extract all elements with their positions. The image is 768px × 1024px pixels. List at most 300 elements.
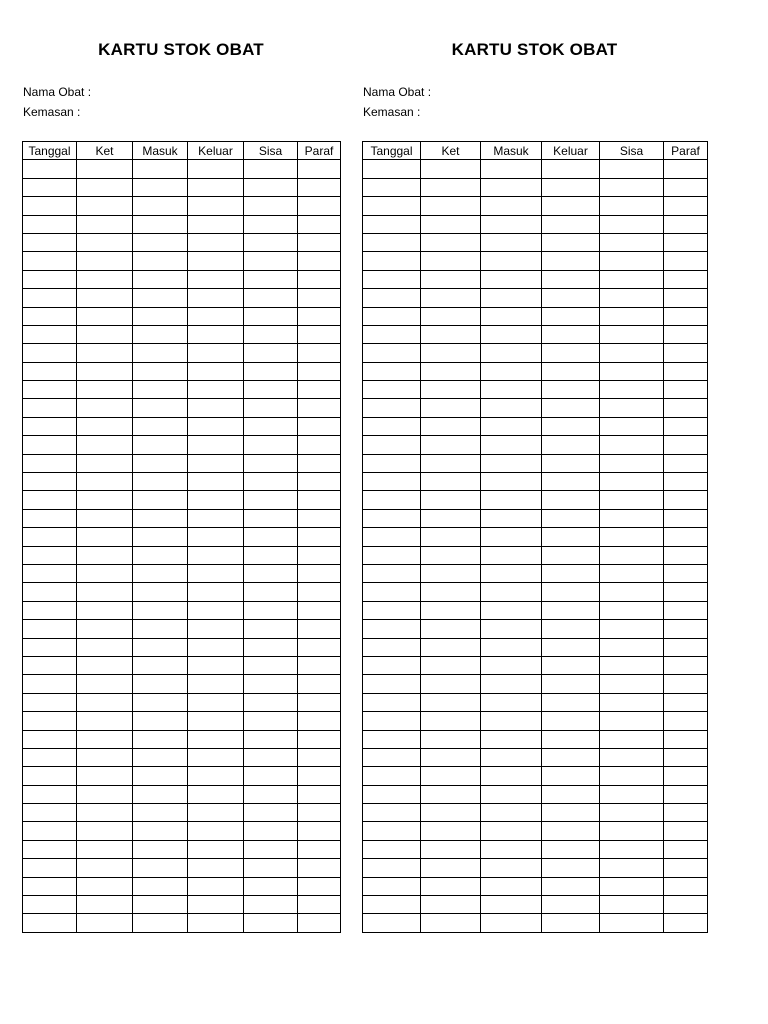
table-row — [23, 344, 341, 362]
column-header-ket: Ket — [421, 142, 481, 160]
table-cell — [600, 730, 664, 748]
table-cell — [542, 233, 600, 251]
table-cell — [188, 859, 244, 877]
table-cell — [77, 859, 133, 877]
table-cell — [244, 160, 298, 178]
table-cell — [481, 417, 542, 435]
table-row — [363, 675, 708, 693]
table-cell — [481, 730, 542, 748]
table-cell — [23, 730, 77, 748]
table-cell — [77, 325, 133, 343]
table-cell — [542, 840, 600, 858]
table-row — [23, 914, 341, 932]
table-cell — [363, 344, 421, 362]
table-cell — [244, 730, 298, 748]
table-cell — [188, 417, 244, 435]
table-cell — [133, 877, 188, 895]
table-cell — [481, 638, 542, 656]
table-cell — [600, 656, 664, 674]
table-cell — [600, 877, 664, 895]
table-cell — [188, 252, 244, 270]
table-cell — [188, 877, 244, 895]
table-cell — [133, 693, 188, 711]
table-cell — [363, 417, 421, 435]
column-header-keluar: Keluar — [188, 142, 244, 160]
table-cell — [481, 564, 542, 582]
table-cell — [133, 454, 188, 472]
table-row — [363, 896, 708, 914]
table-cell — [77, 601, 133, 619]
table-cell — [481, 362, 542, 380]
table-cell — [600, 785, 664, 803]
table-cell — [421, 197, 481, 215]
table-cell — [664, 859, 708, 877]
table-cell — [298, 399, 341, 417]
table-cell — [298, 638, 341, 656]
table-cell — [244, 381, 298, 399]
table-cell — [298, 528, 341, 546]
table-row — [23, 601, 341, 619]
table-cell — [542, 344, 600, 362]
table-cell — [133, 896, 188, 914]
table-cell — [481, 877, 542, 895]
table-cell — [23, 289, 77, 307]
table-cell — [664, 528, 708, 546]
table-cell — [363, 767, 421, 785]
table-row — [23, 289, 341, 307]
table-cell — [133, 638, 188, 656]
table-cell — [77, 215, 133, 233]
table-cell — [421, 730, 481, 748]
table-cell — [298, 289, 341, 307]
table-cell — [244, 620, 298, 638]
table-cell — [23, 270, 77, 288]
table-cell — [542, 730, 600, 748]
table-cell — [481, 528, 542, 546]
table-cell — [298, 252, 341, 270]
table-cell — [481, 767, 542, 785]
table-row — [363, 307, 708, 325]
table-cell — [542, 859, 600, 877]
table-row — [23, 675, 341, 693]
table-cell — [23, 436, 77, 454]
table-cell — [133, 399, 188, 417]
table-cell — [133, 362, 188, 380]
table-cell — [481, 656, 542, 674]
table-row — [23, 436, 341, 454]
table-cell — [244, 914, 298, 932]
table-row — [23, 528, 341, 546]
table-cell — [600, 473, 664, 491]
table-cell — [542, 693, 600, 711]
table-cell — [133, 546, 188, 564]
table-cell — [133, 417, 188, 435]
table-cell — [77, 546, 133, 564]
table-cell — [363, 914, 421, 932]
table-cell — [363, 583, 421, 601]
table-cell — [244, 785, 298, 803]
table-cell — [133, 178, 188, 196]
table-cell — [421, 289, 481, 307]
table-cell — [244, 344, 298, 362]
table-cell — [133, 564, 188, 582]
table-cell — [77, 197, 133, 215]
table-cell — [298, 178, 341, 196]
table-row — [23, 509, 341, 527]
table-cell — [133, 675, 188, 693]
table-row — [23, 325, 341, 343]
table-row — [363, 436, 708, 454]
table-cell — [421, 859, 481, 877]
table-cell — [77, 822, 133, 840]
table-cell — [421, 914, 481, 932]
table-cell — [298, 804, 341, 822]
table-row — [23, 840, 341, 858]
table-cell — [244, 178, 298, 196]
table-row — [363, 197, 708, 215]
table-cell — [77, 344, 133, 362]
nama-obat-label: Nama Obat : — [23, 85, 92, 99]
table-cell — [188, 325, 244, 343]
table-cell — [298, 307, 341, 325]
table-row — [23, 656, 341, 674]
table-cell — [421, 546, 481, 564]
table-row — [363, 270, 708, 288]
table-cell — [188, 381, 244, 399]
table-cell — [481, 197, 542, 215]
table-row — [23, 822, 341, 840]
table-cell — [664, 362, 708, 380]
table-cell — [664, 344, 708, 362]
table-cell — [133, 656, 188, 674]
table-cell — [23, 638, 77, 656]
table-cell — [421, 693, 481, 711]
table-row — [363, 859, 708, 877]
table-cell — [481, 436, 542, 454]
table-row — [23, 748, 341, 766]
table-cell — [188, 289, 244, 307]
table-cell — [298, 381, 341, 399]
table-cell — [542, 785, 600, 803]
table-cell — [542, 289, 600, 307]
table-row — [23, 804, 341, 822]
table-cell — [363, 197, 421, 215]
table-cell — [600, 381, 664, 399]
table-cell — [244, 307, 298, 325]
table-cell — [298, 564, 341, 582]
table-cell — [23, 160, 77, 178]
table-cell — [77, 362, 133, 380]
table-cell — [542, 252, 600, 270]
table-cell — [363, 730, 421, 748]
table-cell — [77, 804, 133, 822]
table-cell — [542, 546, 600, 564]
column-header-masuk: Masuk — [481, 142, 542, 160]
table-cell — [244, 748, 298, 766]
table-cell — [133, 822, 188, 840]
table-row — [363, 656, 708, 674]
table-cell — [133, 289, 188, 307]
table-cell — [542, 638, 600, 656]
table-cell — [298, 601, 341, 619]
table-cell — [363, 804, 421, 822]
table-cell — [244, 233, 298, 251]
table-cell — [23, 712, 77, 730]
table-cell — [298, 344, 341, 362]
table-cell — [664, 197, 708, 215]
table-cell — [363, 362, 421, 380]
table-cell — [298, 748, 341, 766]
table-cell — [77, 638, 133, 656]
table-cell — [421, 785, 481, 803]
table-cell — [244, 638, 298, 656]
table-cell — [23, 896, 77, 914]
table-cell — [363, 454, 421, 472]
table-cell — [542, 656, 600, 674]
table-cell — [23, 491, 77, 509]
table-cell — [23, 215, 77, 233]
table-cell — [77, 564, 133, 582]
table-cell — [23, 840, 77, 858]
table-cell — [664, 546, 708, 564]
table-row — [23, 767, 341, 785]
table-row — [363, 215, 708, 233]
table-cell — [363, 712, 421, 730]
table-cell — [363, 748, 421, 766]
table-row — [363, 160, 708, 178]
table-cell — [542, 583, 600, 601]
table-row — [23, 399, 341, 417]
table-cell — [421, 362, 481, 380]
column-header-sisa: Sisa — [600, 142, 664, 160]
table-cell — [244, 215, 298, 233]
table-cell — [244, 804, 298, 822]
table-cell — [664, 638, 708, 656]
table-cell — [23, 546, 77, 564]
table-cell — [188, 712, 244, 730]
table-cell — [133, 160, 188, 178]
table-cell — [363, 491, 421, 509]
table-cell — [133, 381, 188, 399]
table-cell — [542, 675, 600, 693]
table-cell — [23, 601, 77, 619]
table-cell — [77, 877, 133, 895]
table-row — [363, 454, 708, 472]
table-cell — [421, 877, 481, 895]
table-cell — [664, 252, 708, 270]
stock-table — [362, 141, 708, 933]
table-cell — [664, 473, 708, 491]
table-cell — [542, 804, 600, 822]
table-cell — [600, 417, 664, 435]
table-cell — [77, 528, 133, 546]
table-cell — [600, 564, 664, 582]
table-cell — [133, 601, 188, 619]
table-cell — [363, 528, 421, 546]
table-cell — [244, 252, 298, 270]
table-row — [363, 233, 708, 251]
table-cell — [421, 822, 481, 840]
table-cell — [600, 712, 664, 730]
table-cell — [188, 436, 244, 454]
column-header-paraf: Paraf — [664, 142, 708, 160]
table-cell — [421, 748, 481, 766]
table-cell — [363, 325, 421, 343]
table-cell — [23, 822, 77, 840]
table-cell — [133, 620, 188, 638]
column-header-masuk: Masuk — [133, 142, 188, 160]
table-cell — [600, 675, 664, 693]
table-cell — [363, 399, 421, 417]
table-cell — [298, 233, 341, 251]
table-cell — [481, 160, 542, 178]
table-cell — [298, 325, 341, 343]
table-row — [363, 767, 708, 785]
table-cell — [133, 509, 188, 527]
table-cell — [481, 381, 542, 399]
table-cell — [664, 840, 708, 858]
table-cell — [481, 693, 542, 711]
table-row — [23, 564, 341, 582]
table-cell — [481, 785, 542, 803]
table-cell — [23, 785, 77, 803]
table-row — [23, 785, 341, 803]
table-cell — [664, 215, 708, 233]
table-cell — [421, 454, 481, 472]
table-cell — [77, 399, 133, 417]
table-cell — [600, 896, 664, 914]
table-cell — [244, 454, 298, 472]
table-cell — [481, 601, 542, 619]
table-cell — [421, 528, 481, 546]
table-cell — [244, 822, 298, 840]
table-cell — [77, 620, 133, 638]
table-cell — [23, 252, 77, 270]
table-cell — [664, 381, 708, 399]
table-row — [363, 583, 708, 601]
table-cell — [481, 546, 542, 564]
table-cell — [421, 896, 481, 914]
table-row — [363, 381, 708, 399]
table-cell — [133, 491, 188, 509]
column-header-keluar: Keluar — [542, 142, 600, 160]
table-row — [23, 859, 341, 877]
table-cell — [421, 307, 481, 325]
table-cell — [23, 767, 77, 785]
table-cell — [188, 509, 244, 527]
table-cell — [664, 307, 708, 325]
table-cell — [664, 601, 708, 619]
table-cell — [23, 620, 77, 638]
table-cell — [298, 417, 341, 435]
table-cell — [363, 601, 421, 619]
table-cell — [77, 270, 133, 288]
table-cell — [23, 804, 77, 822]
table-cell — [77, 178, 133, 196]
table-cell — [188, 583, 244, 601]
table-cell — [133, 730, 188, 748]
table-cell — [77, 712, 133, 730]
table-cell — [481, 233, 542, 251]
table-cell — [77, 417, 133, 435]
table-cell — [133, 748, 188, 766]
table-cell — [298, 656, 341, 674]
table-row — [363, 638, 708, 656]
table-cell — [244, 601, 298, 619]
table-cell — [298, 270, 341, 288]
table-cell — [664, 454, 708, 472]
table-cell — [77, 233, 133, 251]
table-cell — [542, 197, 600, 215]
table-cell — [298, 785, 341, 803]
table-row — [23, 730, 341, 748]
table-cell — [481, 215, 542, 233]
table-cell — [600, 748, 664, 766]
table-cell — [298, 730, 341, 748]
table-cell — [421, 583, 481, 601]
table-cell — [133, 583, 188, 601]
table-cell — [363, 840, 421, 858]
table-cell — [298, 914, 341, 932]
table-cell — [23, 693, 77, 711]
table-row — [363, 473, 708, 491]
table-cell — [600, 693, 664, 711]
table-cell — [77, 454, 133, 472]
table-cell — [421, 767, 481, 785]
table-cell — [363, 178, 421, 196]
table-cell — [481, 454, 542, 472]
table-cell — [481, 289, 542, 307]
table-cell — [363, 289, 421, 307]
table-cell — [244, 362, 298, 380]
table-cell — [244, 399, 298, 417]
table-row — [363, 417, 708, 435]
table-cell — [421, 712, 481, 730]
table-cell — [244, 675, 298, 693]
table-cell — [542, 748, 600, 766]
table-cell — [23, 583, 77, 601]
table-row — [23, 546, 341, 564]
table-cell — [298, 822, 341, 840]
table-cell — [600, 362, 664, 380]
table-cell — [481, 914, 542, 932]
table-cell — [481, 270, 542, 288]
table-cell — [133, 436, 188, 454]
table-row — [23, 197, 341, 215]
table-cell — [23, 399, 77, 417]
column-header-paraf: Paraf — [298, 142, 341, 160]
table-cell — [244, 859, 298, 877]
table-cell — [298, 693, 341, 711]
table-cell — [244, 325, 298, 343]
table-row — [23, 307, 341, 325]
table-cell — [481, 896, 542, 914]
table-cell — [542, 270, 600, 288]
table-cell — [188, 564, 244, 582]
table-cell — [23, 473, 77, 491]
card-title: KARTU STOK OBAT — [98, 40, 264, 59]
table-cell — [188, 896, 244, 914]
table-cell — [188, 601, 244, 619]
table-cell — [421, 675, 481, 693]
table-cell — [542, 767, 600, 785]
table-row — [23, 160, 341, 178]
table-cell — [188, 822, 244, 840]
table-row — [363, 325, 708, 343]
table-cell — [664, 730, 708, 748]
table-cell — [421, 215, 481, 233]
table-cell — [664, 804, 708, 822]
